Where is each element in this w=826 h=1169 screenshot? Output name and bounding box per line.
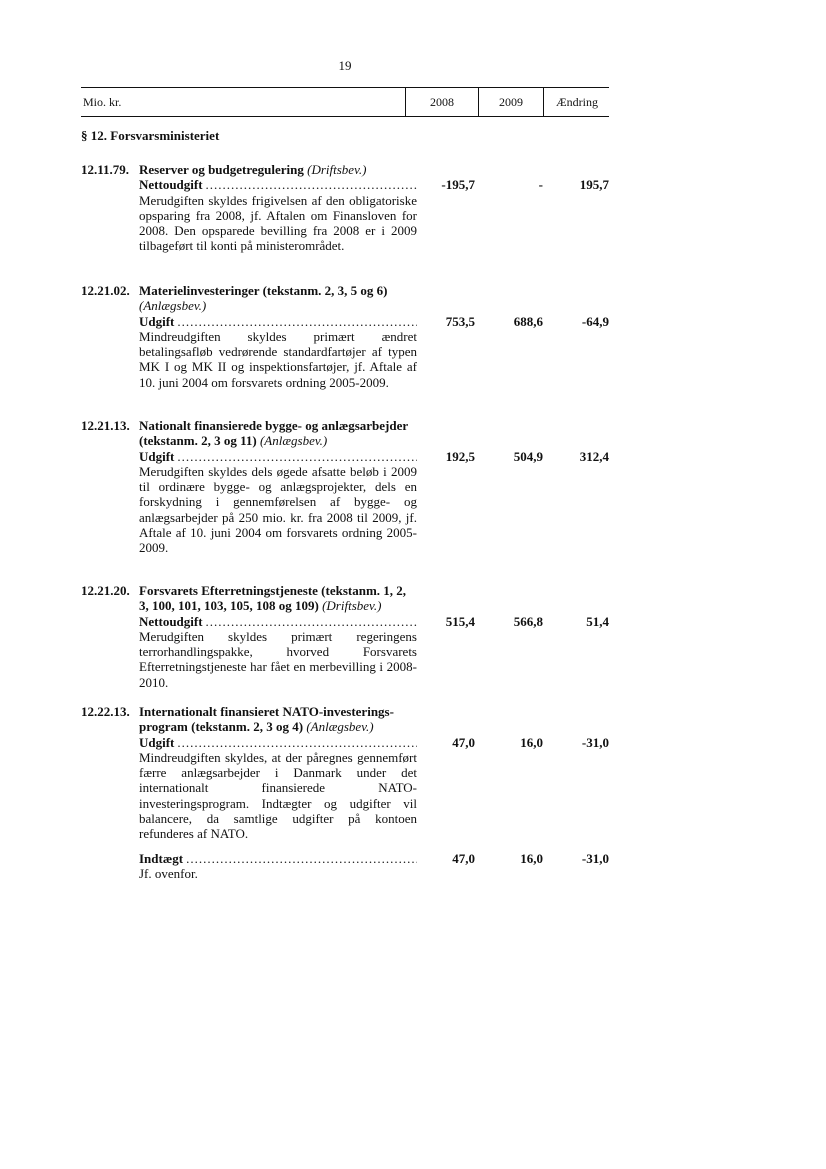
header-unit: Mio. kr. [83, 95, 122, 109]
value-change: -31,0 [581, 734, 609, 750]
entry-description: Merudgiften skyldes primært regeringens terrorhandlingspakke, hvorved Forsvarets Efterretningstjeneste har fået en merbevilling i 2008-2010. [139, 628, 417, 690]
entry-code: 12.22.13. [81, 704, 130, 719]
value-2008: 47,0 [452, 851, 475, 866]
entry-code: 12.11.79. [81, 162, 130, 177]
entry-description: Jf. ovenfor. [139, 866, 198, 882]
entry-code: 12.21.20. [81, 583, 130, 598]
amount-label: Nettoudgift [139, 177, 203, 193]
amount-line [139, 614, 417, 629]
entry-description: Merudgiften skyldes frigivelsen af den obligatoriske opsparing fra 2008, jf. Aftalen om Finansloven for 2008. Den opsparede bevilling fra 2008 er i 2009 tilbageført til konti på ministerområdet. [139, 192, 417, 254]
header-2008: 2008 [405, 88, 479, 116]
entry-title: Materielinvesteringer (tekstanm. 2, 3, 5 og 6) (Anlægsbev.) [139, 283, 388, 314]
section-title: § 12. Forsvarsministeriet [81, 128, 220, 143]
table-header [81, 87, 609, 117]
value-2008: 515,4 [445, 613, 475, 629]
header-change: Ændring [556, 95, 598, 109]
amount-label: Nettoudgift [139, 613, 203, 629]
amount-label: Udgift [139, 734, 175, 750]
entry-title: Nationalt finansierede bygge- og anlægsarbejder (tekstanm. 2, 3 og 11) (Anlægsbev.) [139, 418, 409, 449]
value-2008: 192,5 [445, 448, 475, 464]
entry-title: Forsvarets Efterretningstjeneste (tekstanm. 1, 2, 3, 100, 101, 103, 105, 108 og 109) (Driftsbev.) [139, 583, 407, 614]
value-2009: - [538, 177, 543, 193]
entry-title: Reserver og budgetregulering (Driftsbev.) [139, 162, 367, 177]
value-2009: 16,0 [520, 734, 543, 750]
value-change: 195,7 [579, 177, 609, 193]
entry-code: 12.21.13. [81, 418, 130, 433]
value-change: 51,4 [586, 613, 609, 629]
value-change: -31,0 [581, 851, 609, 866]
amount-label: Udgift [139, 448, 175, 464]
amount-line [139, 735, 417, 750]
header-2009: 2009 [479, 88, 544, 116]
entry-description: Merudgiften skyldes dels øgede afsatte beløb i 2009 til ordinære bygge- og anlægsprojekter, dels en forskydning i gennemførelsen af bygge- og anlægsarbejder på 250 mio. kr. fra 2008 til 2009, jf. Aftale af 10. juni 2004 om forsvarets ordning 2005-2009. [139, 463, 417, 556]
value-2008: -195,7 [441, 177, 475, 193]
value-2009: 566,8 [513, 613, 543, 629]
amount-label: Indtægt [139, 851, 184, 866]
entry-code: 12.21.02. [81, 283, 130, 298]
page-number: 19 [338, 58, 352, 73]
entry-description: Mindreudgiften skyldes primært ændret betalingsafløb vedrørende standardfartøjer af typen MK I og MK II og inspektionsfartøjer, jf. Aftale af 10. juni 2004 om forsvarets ordning 2005-2009. [139, 328, 417, 390]
value-2008: 47,0 [452, 734, 475, 750]
value-2009: 504,9 [513, 448, 543, 464]
amount-line [139, 177, 417, 192]
entry-title: Internationalt finansieret NATO-investerings- program (tekstanm. 2, 3 og 4) (Anlægsbev.) [139, 704, 394, 735]
entry-description: Mindreudgiften skyldes, at der påregnes gennemført færre anlægsarbejder i Danmark under det internationalt finansierede NATO-investeringsprogram. Indtægter og udgifter vil balancere, da samtlige udgifter på kontoen refunderes af NATO. [139, 749, 417, 842]
value-2009: 688,6 [513, 313, 543, 329]
value-2008: 753,5 [445, 313, 475, 329]
value-2009: 16,0 [520, 851, 543, 866]
amount-line [139, 314, 417, 329]
value-change: 312,4 [579, 448, 609, 464]
amount-label: Udgift [139, 313, 175, 329]
value-change: -64,9 [581, 313, 609, 329]
amount-line [139, 851, 417, 866]
amount-line [139, 449, 417, 464]
